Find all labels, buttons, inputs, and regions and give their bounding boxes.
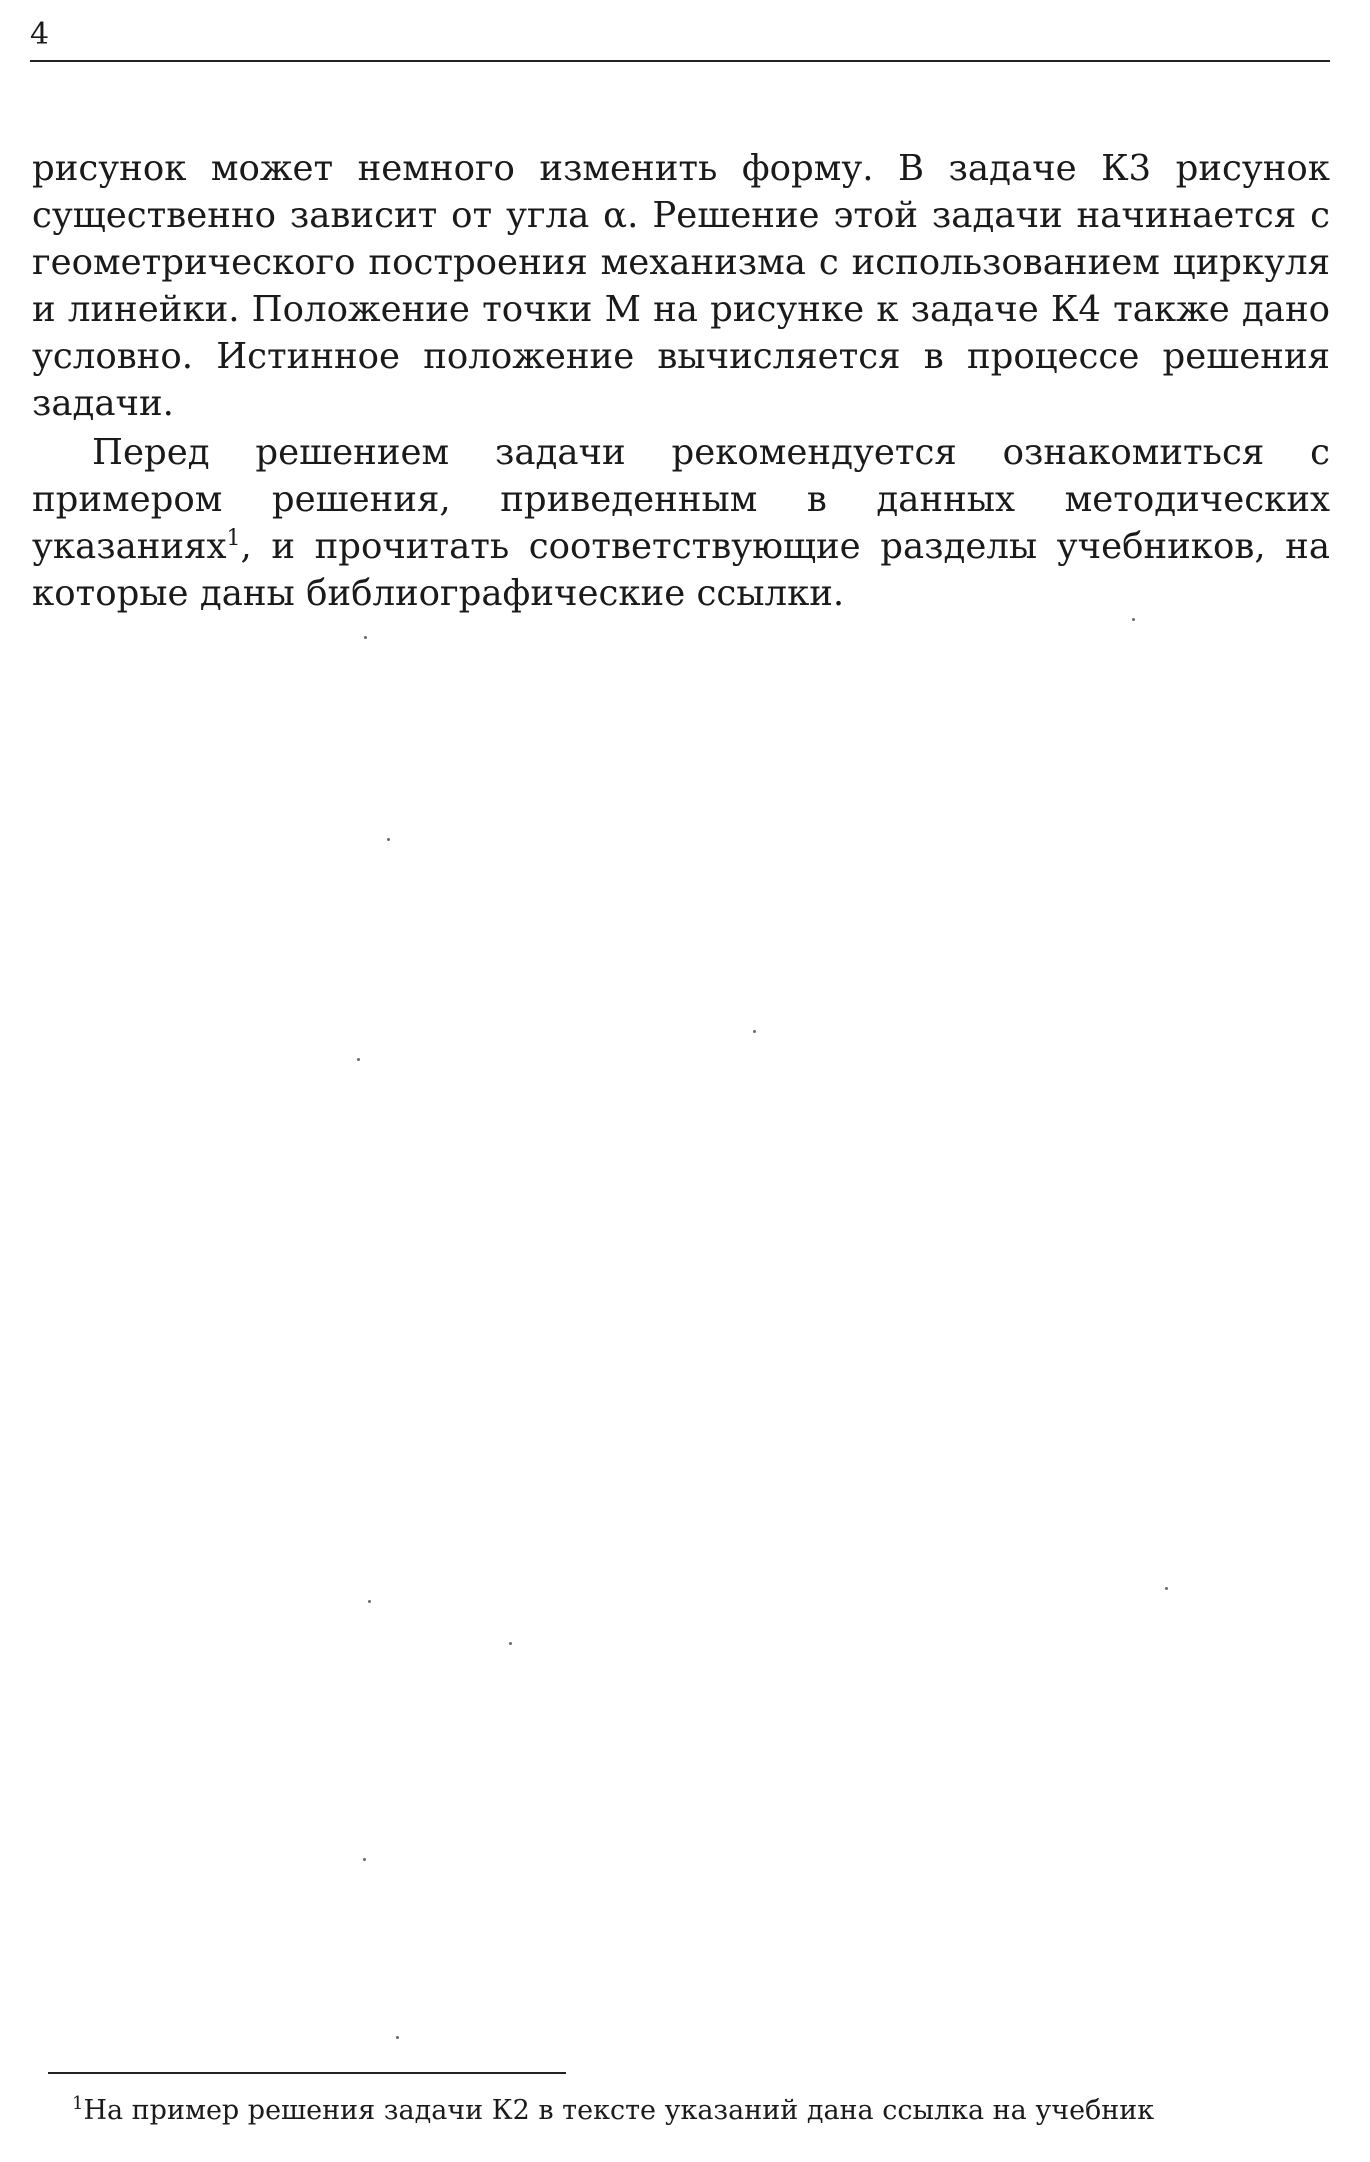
scan-speck: [509, 1642, 512, 1645]
footnote-reference[interactable]: 1: [226, 526, 241, 552]
header-rule: [30, 60, 1330, 62]
scan-speck: [363, 1858, 366, 1861]
paragraph-2-text-end: , и прочитать соответствующие разделы учебников, на которые даны библиографические ссылки.: [32, 526, 1330, 614]
scan-speck: [368, 1600, 371, 1603]
scan-speck: [387, 838, 390, 841]
footnote-marker: 1: [72, 2093, 84, 2114]
scan-speck: [1132, 618, 1135, 621]
scan-speck: [753, 1030, 756, 1033]
body-text: [32, 145, 1330, 617]
footnote-text: На пример решения задачи К2 в тексте указаний дана ссылка на учебник: [83, 2095, 1155, 2126]
footnote-rule: [48, 2072, 566, 2074]
page-number: 4: [30, 17, 50, 52]
scan-speck: [364, 636, 367, 639]
paragraph-2: [32, 429, 1330, 617]
scan-speck: [357, 1058, 360, 1061]
paragraph-2-text-start: Перед решением задачи рекомендуется ознакомиться с примером решения, приведенным в данных методических указаниях: [32, 432, 1330, 567]
scan-speck: [396, 2036, 399, 2039]
footnote: [72, 2093, 1154, 2129]
paragraph-1: рисунок может немного изменить форму. В задаче К3 рисунок существенно зависит от угла α. Решение этой задачи начинается с геометрического построения механизма с использованием циркуля и линейки. Положение точки М на рисунке к задаче К4 также дано условно. Истинное положение вычисляется в процессе решения задачи.: [32, 148, 1330, 424]
scan-speck: [1165, 1587, 1168, 1590]
